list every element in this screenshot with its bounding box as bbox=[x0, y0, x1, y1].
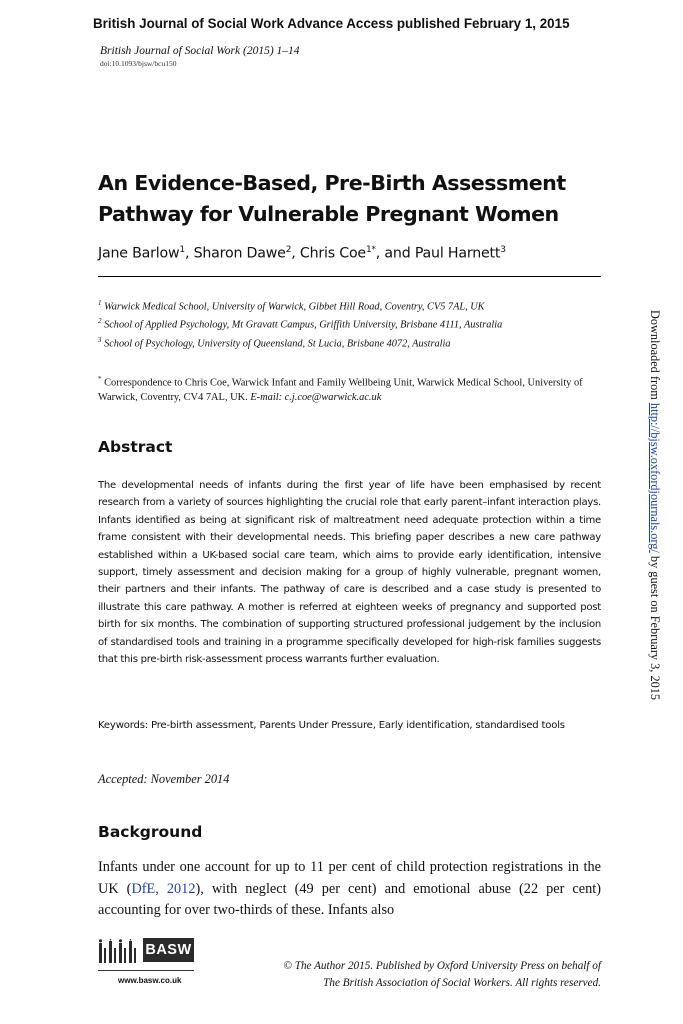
author-name: Paul Harnett bbox=[414, 245, 501, 262]
title-divider bbox=[98, 276, 601, 277]
background-heading: Background bbox=[98, 823, 203, 841]
download-notice bbox=[647, 310, 662, 710]
affiliation bbox=[98, 314, 601, 332]
author-sup: 3 bbox=[500, 245, 506, 255]
keywords-text: Pre-birth assessment, Parents Under Pressure, Early identification, standardised tools bbox=[147, 720, 565, 731]
correspondence-sup: * bbox=[98, 375, 102, 383]
basw-logo bbox=[98, 937, 198, 993]
journal-citation: British Journal of Social Work (2015) 1–14 bbox=[100, 45, 300, 57]
affiliations bbox=[98, 296, 601, 351]
doi: doi:10.1093/bjsw/bcu150 bbox=[100, 59, 177, 68]
affiliation-text: School of Applied Psychology, Mt Gravatt Campus, Griffith University, Brisbane 4111, Australia bbox=[101, 319, 503, 331]
background-text: ), with neglect (49 per cent) and emotional abuse (22 per cent) accounting for over two-thirds of these. Infants also bbox=[98, 880, 601, 918]
correspondence bbox=[98, 372, 601, 405]
author-separator: , and bbox=[375, 245, 415, 262]
article-title bbox=[98, 168, 618, 230]
logo-divider bbox=[98, 970, 194, 971]
email-link[interactable]: E-mail: c.j.coe@warwick.ac.uk bbox=[250, 392, 382, 404]
running-head: British Journal of Social Work Advance Access published February 1, 2015 bbox=[93, 16, 570, 31]
author-separator: , bbox=[291, 245, 300, 262]
author-name: Jane Barlow bbox=[98, 245, 180, 262]
author-name: Chris Coe bbox=[299, 245, 366, 262]
author-sup: 1* bbox=[365, 245, 376, 255]
affiliation-sup: 1 bbox=[98, 299, 102, 307]
background-paragraph bbox=[98, 857, 601, 922]
accepted-date: Accepted: November 2014 bbox=[98, 772, 230, 786]
abstract-heading: Abstract bbox=[98, 438, 173, 456]
author-separator: , bbox=[184, 245, 194, 262]
keywords-label: Keywords: bbox=[98, 720, 148, 731]
author-sup: 2 bbox=[285, 245, 292, 255]
keywords bbox=[98, 717, 601, 735]
affiliation-sup: 3 bbox=[98, 335, 102, 344]
basw-url[interactable]: www.basw.co.uk bbox=[118, 976, 182, 985]
background-text: Infants under one account for up to 11 per cent of child protection registrations in the UK ( bbox=[98, 859, 601, 897]
basw-logo-text: BASW bbox=[143, 938, 194, 962]
basw-figures-icon bbox=[98, 939, 142, 963]
affiliation bbox=[98, 296, 601, 314]
title-line-2: Pathway for Vulnerable Pregnant Women bbox=[98, 202, 559, 226]
author-name: Sharon Dawe bbox=[193, 245, 286, 262]
abstract-text: The developmental needs of infants during the first year of life have been emphasised by recent research from a variety of sources highlighting the crucial role that early parent–infant interaction plays. Infants identified as being at significant risk of maltreatment need adequate protection within a time frame consistent with their developmental needs. This briefing paper describes a new care pathway established within a UK-based social care team, which aims to provide early identification, intensive support, timely assessment and decision making for a group of highly vulnerable, pregnant women, their partners and their infants. The pathway of care is described and a case study is presented to illustrate this care pathway. A mother is referred at eighteen weeks of pregnancy and supported post birth for six months. The combination of supporting structured professional judgement by the inclusion of standardised tools and training in a programme specifically developed for high-risk families suggests that this pre-birth risk-assessment process warrants further evaluation. bbox=[98, 480, 601, 666]
download-suffix: by guest on February 3, 2015 bbox=[648, 552, 662, 701]
copyright-notice bbox=[218, 958, 601, 992]
affiliation-text: Warwick Medical School, University of Warwick, Gibbet Hill Road, Coventry, CV5 7AL, UK bbox=[101, 301, 485, 313]
correspondence-text: Correspondence to Chris Coe, Warwick Infant and Family Wellbeing Unit, Warwick Medical School, University of Warwick, Coventry, CV4 7AL, UK. bbox=[98, 377, 583, 404]
copyright-line-1: © The Author 2015. Published by Oxford University Press on behalf of bbox=[283, 960, 601, 972]
journal-site-link[interactable]: http://bjsw.oxfordjournals.org/ bbox=[648, 402, 662, 553]
author-list bbox=[98, 245, 618, 262]
title-line-1: An Evidence-Based, Pre-Birth Assessment bbox=[98, 171, 566, 195]
citation-link[interactable]: DfE, 2012 bbox=[131, 880, 196, 897]
download-prefix: Downloaded from bbox=[648, 310, 662, 403]
affiliation-text: School of Psychology, University of Queensland, St Lucia, Brisbane 4072, Australia bbox=[101, 338, 451, 350]
copyright-line-2: The British Association of Social Workers. All rights reserved. bbox=[323, 977, 601, 989]
affiliation bbox=[98, 333, 601, 351]
affiliation-sup: 2 bbox=[98, 317, 102, 326]
author-sup: 1 bbox=[179, 245, 185, 255]
